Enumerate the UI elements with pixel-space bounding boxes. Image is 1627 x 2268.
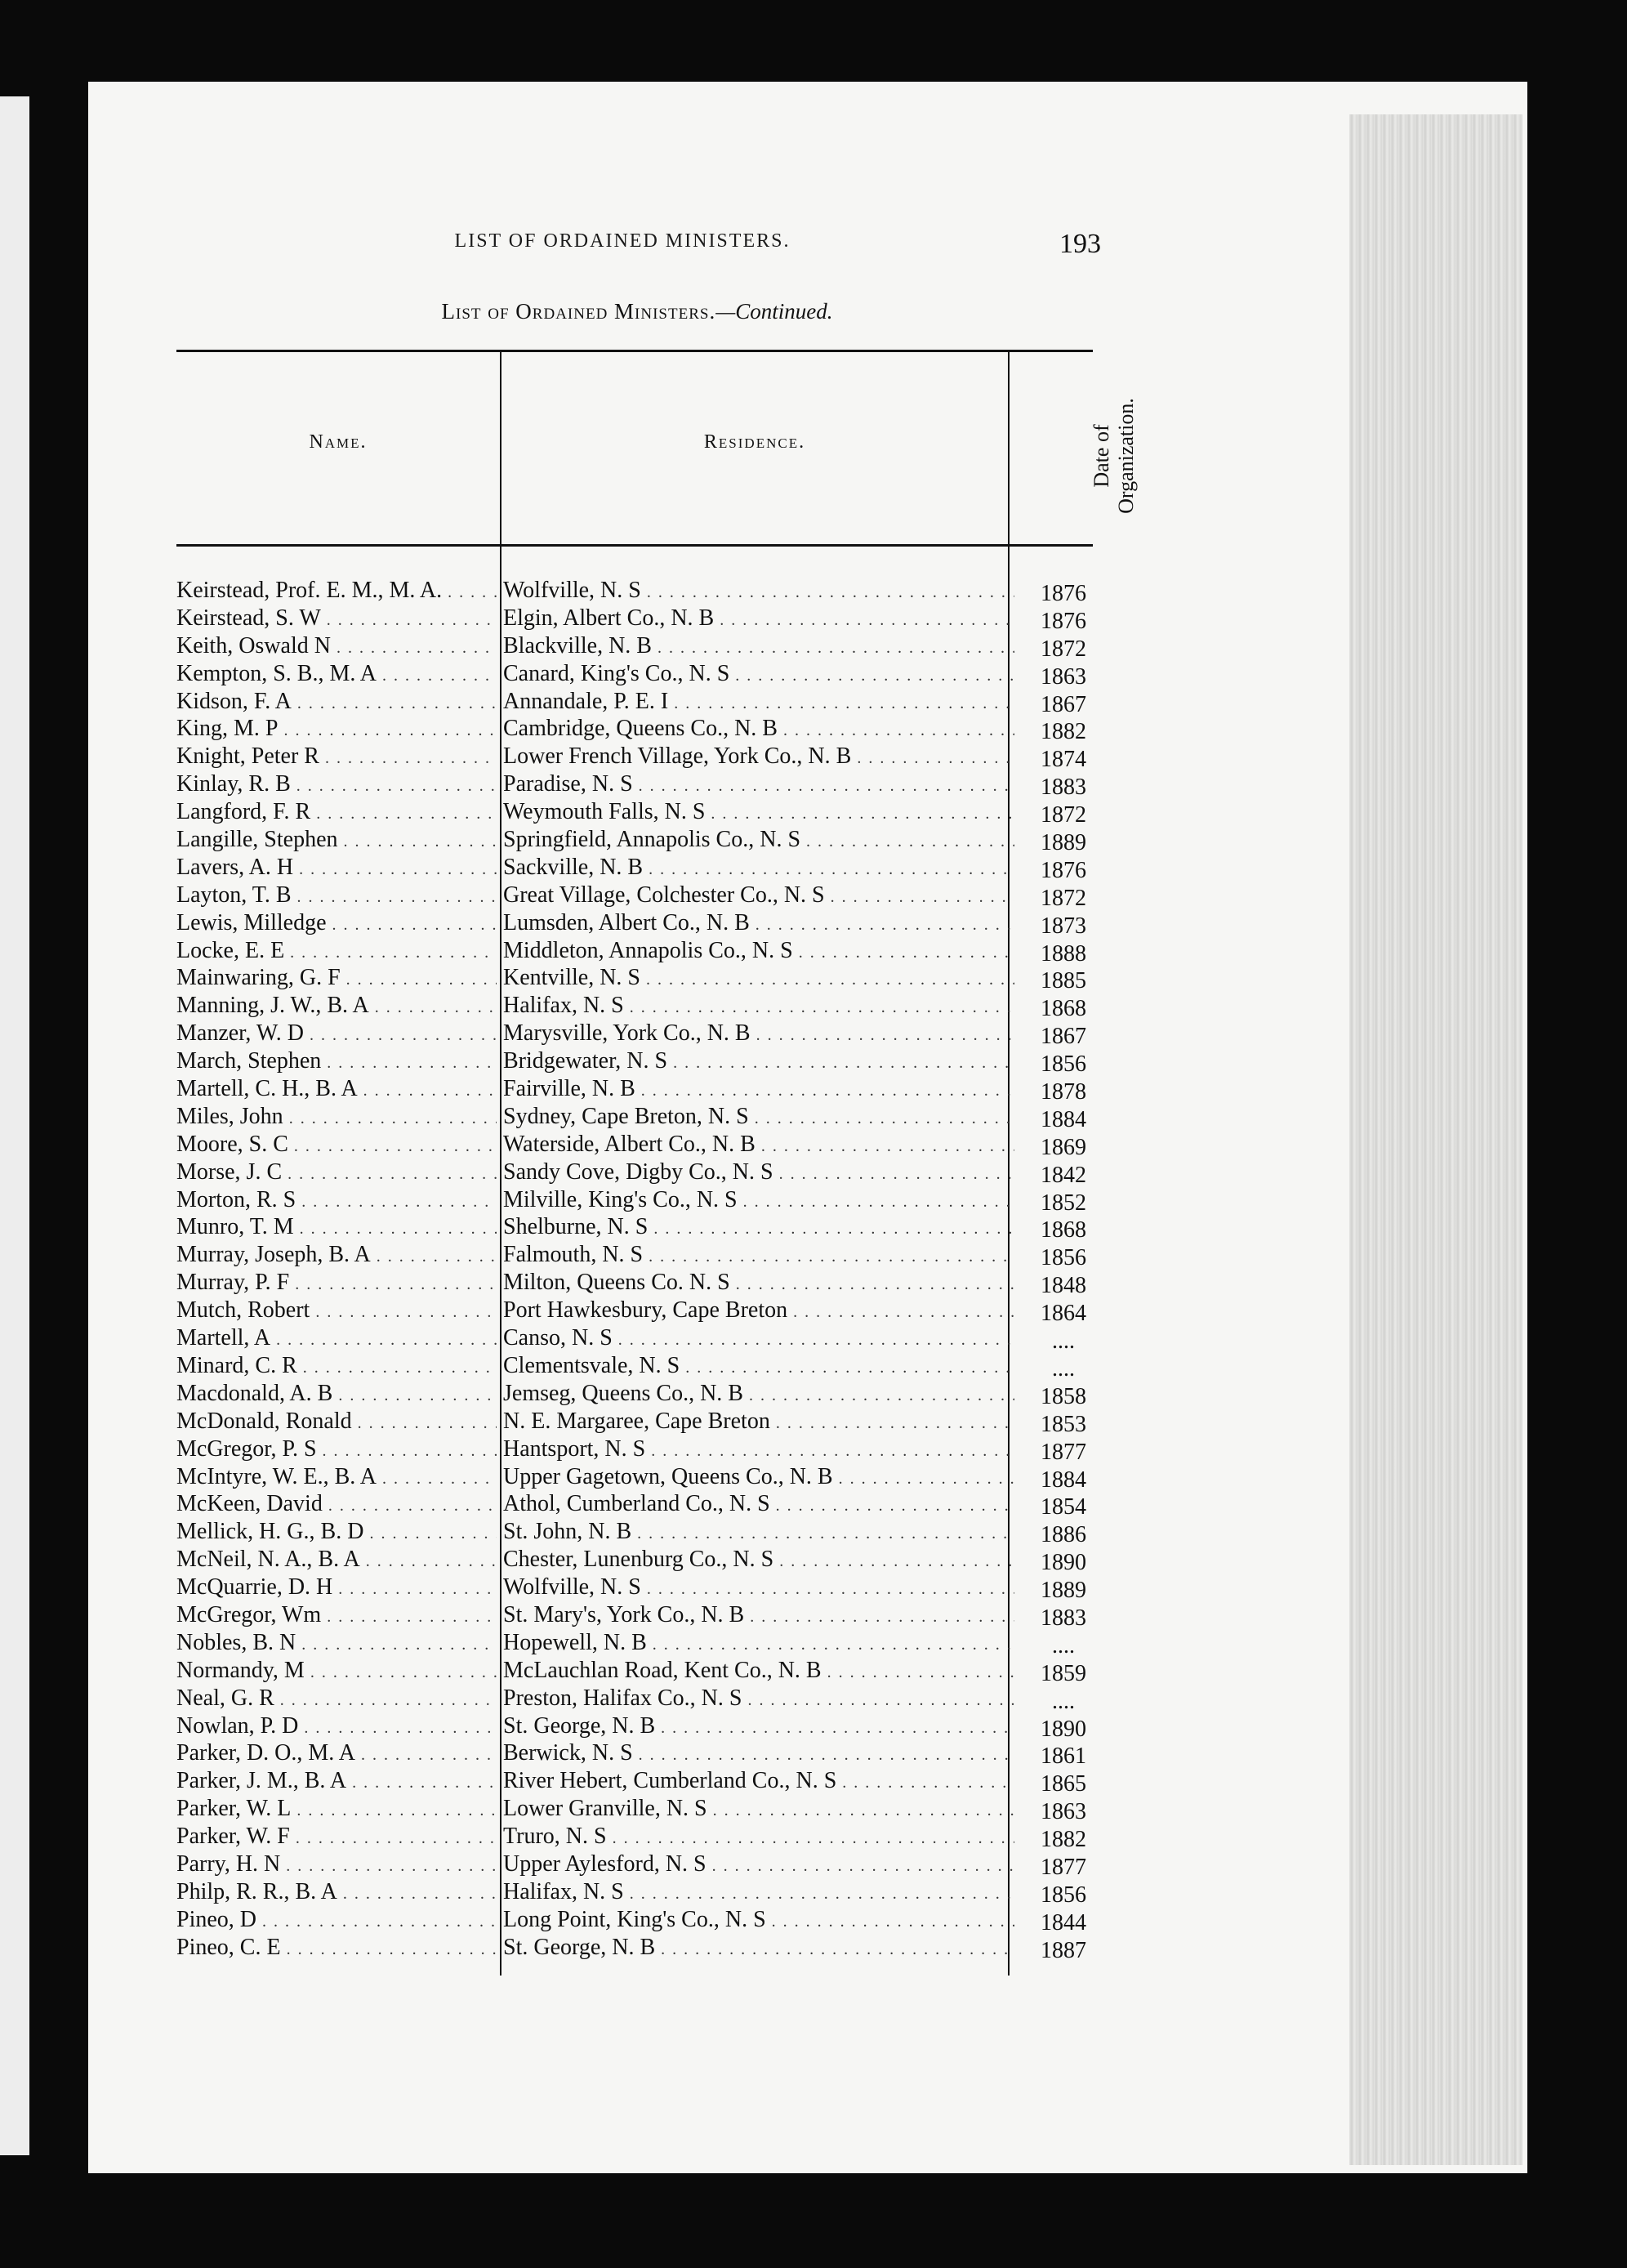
minister-name: Parker, J. M., B. A . . . bbox=[176, 1767, 497, 1797]
minister-residence: Truro, N. S . . . bbox=[503, 1823, 1014, 1853]
minister-name: Parry, H. N . . . bbox=[176, 1851, 497, 1881]
ministers-table bbox=[176, 350, 1138, 1976]
table-row bbox=[176, 854, 1093, 882]
minister-residence: N. E. Margaree, Cape Breton . . . bbox=[503, 1408, 1014, 1438]
date-of-organization: 1872 bbox=[1041, 636, 1086, 662]
date-of-organization: 1889 bbox=[1041, 1578, 1086, 1604]
date-of-organization: 1848 bbox=[1041, 1273, 1086, 1299]
table-body bbox=[176, 577, 1093, 1962]
date-of-organization: 1883 bbox=[1041, 775, 1086, 801]
date-of-organization: 1888 bbox=[1041, 940, 1086, 967]
table-row bbox=[176, 1629, 1093, 1657]
date-of-organization: 1864 bbox=[1041, 1301, 1086, 1327]
minister-name: McGregor, P. S . . . bbox=[176, 1435, 497, 1466]
minister-residence: Great Village, Colchester Co., N. S . . . bbox=[503, 882, 1014, 912]
minister-name: Kidson, F. A . . . bbox=[176, 688, 497, 718]
date-of-organization: .... bbox=[1052, 1688, 1075, 1714]
minister-residence: Preston, Halifax Co., N. S . . . bbox=[503, 1685, 1014, 1715]
minister-name: Keirstead, Prof. E. M., M. A. . . . bbox=[176, 577, 497, 607]
table-row bbox=[176, 1601, 1093, 1629]
table-row bbox=[176, 992, 1093, 1020]
minister-residence: Chester, Lunenburg Co., N. S . . . bbox=[503, 1546, 1014, 1576]
table-row bbox=[176, 1463, 1093, 1491]
date-of-organization: 1842 bbox=[1041, 1162, 1086, 1188]
date-of-organization: 1878 bbox=[1041, 1079, 1086, 1105]
minister-name: McNeil, N. A., B. A . . . bbox=[176, 1546, 497, 1576]
date-of-organization: 1867 bbox=[1041, 691, 1086, 717]
table-row bbox=[176, 1269, 1093, 1297]
minister-name: Murray, P. F . . . bbox=[176, 1269, 497, 1299]
table-row bbox=[176, 1851, 1093, 1878]
table-row bbox=[176, 1075, 1093, 1103]
minister-residence: Paradise, N. S . . . bbox=[503, 770, 1014, 801]
minister-residence: Wolfville, N. S . . . bbox=[503, 1574, 1014, 1604]
header-name: Name. bbox=[309, 431, 368, 453]
minister-residence: St. George, N. B . . . bbox=[503, 1934, 1014, 1964]
table-row bbox=[176, 1380, 1093, 1408]
date-of-organization: 1854 bbox=[1041, 1494, 1086, 1520]
date-of-organization: 1874 bbox=[1041, 747, 1086, 773]
minister-name: Manzer, W. D . . . bbox=[176, 1020, 497, 1050]
minister-name: Munro, T. M . . . bbox=[176, 1213, 497, 1243]
table-row bbox=[176, 798, 1093, 826]
date-of-organization: 1861 bbox=[1041, 1743, 1086, 1770]
header-date-line1: Date of bbox=[1090, 424, 1113, 488]
minister-name: King, M. P . . . bbox=[176, 715, 497, 745]
date-of-organization: 1886 bbox=[1041, 1522, 1086, 1548]
table-row bbox=[176, 1324, 1093, 1355]
table-row bbox=[176, 605, 1093, 632]
date-of-organization: 1889 bbox=[1041, 830, 1086, 856]
date-of-organization: 1873 bbox=[1041, 913, 1086, 939]
date-of-organization: 1856 bbox=[1041, 1245, 1086, 1271]
date-of-organization: .... bbox=[1052, 1328, 1075, 1355]
minister-name: Keith, Oswald N . . . bbox=[176, 632, 497, 663]
minister-name: Lewis, Milledge . . . bbox=[176, 909, 497, 940]
table-row bbox=[176, 1103, 1093, 1131]
date-of-organization: 1868 bbox=[1041, 996, 1086, 1022]
table-title-suffix: —Continued. bbox=[715, 299, 833, 324]
minister-residence: Bridgewater, N. S . . . bbox=[503, 1047, 1014, 1078]
minister-residence: Halifax, N. S . . . bbox=[503, 1878, 1014, 1909]
table-row bbox=[176, 1546, 1093, 1574]
date-of-organization: 1863 bbox=[1041, 1799, 1086, 1825]
minister-name: Layton, T. B . . . bbox=[176, 882, 497, 912]
header-residence: Residence. bbox=[703, 431, 806, 453]
table-row bbox=[176, 909, 1093, 937]
minister-name: Pineo, C. E . . . bbox=[176, 1934, 497, 1964]
minister-name: Martell, C. H., B. A . . . bbox=[176, 1075, 497, 1105]
minister-residence: Lumsden, Albert Co., N. B . . . bbox=[503, 909, 1014, 940]
date-of-organization: 1884 bbox=[1041, 1467, 1086, 1493]
table-top-rule bbox=[176, 350, 1093, 352]
minister-residence: Annandale, P. E. I . . . bbox=[503, 688, 1014, 718]
minister-name: Kempton, S. B., M. A . . . bbox=[176, 660, 497, 690]
minister-name: Pineo, D . . . bbox=[176, 1906, 497, 1936]
minister-residence: Weymouth Falls, N. S . . . bbox=[503, 798, 1014, 828]
minister-residence: Berwick, N. S . . . bbox=[503, 1739, 1014, 1770]
table-row bbox=[176, 1657, 1093, 1685]
table-title-main: List of Ordained Ministers. bbox=[441, 299, 716, 324]
date-of-organization: .... bbox=[1052, 1355, 1075, 1382]
minister-residence: St. Mary's, York Co., N. B . . . bbox=[503, 1601, 1014, 1632]
table-row bbox=[176, 1823, 1093, 1851]
minister-name: McGregor, Wm . . . bbox=[176, 1601, 497, 1632]
date-of-organization: 1852 bbox=[1041, 1190, 1086, 1216]
date-of-organization: 1859 bbox=[1041, 1660, 1086, 1686]
table-row bbox=[176, 1352, 1093, 1380]
table-row bbox=[176, 743, 1093, 773]
date-of-organization: 1844 bbox=[1041, 1909, 1086, 1935]
minister-name: Locke, E. E . . . bbox=[176, 937, 497, 967]
table-row bbox=[176, 688, 1093, 716]
minister-name: Mellick, H. G., B. D . . . bbox=[176, 1518, 497, 1548]
minister-residence: Lower French Village, York Co., N. B . . . bbox=[503, 743, 1014, 773]
minister-name: March, Stephen . . . bbox=[176, 1047, 497, 1078]
minister-residence: Canard, King's Co., N. S . . . bbox=[503, 660, 1014, 690]
minister-residence: Fairville, N. B . . . bbox=[503, 1075, 1014, 1105]
minister-name: Murray, Joseph, B. A . . . bbox=[176, 1241, 497, 1271]
minister-residence: Wolfville, N. S . . . bbox=[503, 577, 1014, 607]
minister-residence: Shelburne, N. S . . . bbox=[503, 1213, 1014, 1243]
table-row bbox=[176, 937, 1093, 965]
date-of-organization: 1872 bbox=[1041, 802, 1086, 828]
minister-name: Knight, Peter R . . . bbox=[176, 743, 497, 773]
table-row bbox=[176, 1213, 1093, 1241]
minister-name: Morse, J. C . . . bbox=[176, 1159, 497, 1189]
minister-name: Macdonald, A. B . . . bbox=[176, 1380, 497, 1410]
table-row bbox=[176, 964, 1093, 992]
minister-residence: Lower Granville, N. S . . . bbox=[503, 1795, 1014, 1825]
date-of-organization: 1869 bbox=[1041, 1134, 1086, 1160]
minister-name: McDonald, Ronald . . . bbox=[176, 1408, 497, 1438]
table-row bbox=[176, 1241, 1093, 1269]
table-row bbox=[176, 1739, 1093, 1770]
table-row bbox=[176, 632, 1093, 660]
table-row bbox=[176, 1159, 1093, 1186]
minister-residence: St. John, N. B . . . bbox=[503, 1518, 1014, 1548]
minister-residence: Middleton, Annapolis Co., N. S . . . bbox=[503, 937, 1014, 967]
minister-name: Moore, S. C . . . bbox=[176, 1131, 497, 1161]
table-row bbox=[176, 1297, 1093, 1327]
table-row bbox=[176, 1435, 1093, 1463]
table-row bbox=[176, 577, 1093, 605]
table-row bbox=[176, 1020, 1093, 1050]
table-row bbox=[176, 1186, 1093, 1214]
minister-residence: Sackville, N. B . . . bbox=[503, 854, 1014, 884]
table-row bbox=[176, 715, 1093, 743]
table-row bbox=[176, 1712, 1093, 1740]
table-row bbox=[176, 1518, 1093, 1546]
minister-residence: Waterside, Albert Co., N. B . . . bbox=[503, 1131, 1014, 1161]
minister-residence: Hopewell, N. B . . . bbox=[503, 1629, 1014, 1659]
table-row bbox=[176, 660, 1093, 688]
minister-name: Neal, G. R . . . bbox=[176, 1685, 497, 1715]
date-of-organization: 1885 bbox=[1041, 968, 1086, 994]
minister-name: Mainwaring, G. F . . . bbox=[176, 964, 497, 994]
date-of-organization: 1872 bbox=[1041, 885, 1086, 911]
minister-residence: Kentville, N. S . . . bbox=[503, 964, 1014, 994]
minister-residence: Hantsport, N. S . . . bbox=[503, 1435, 1014, 1466]
header-date-line2: Organization. bbox=[1114, 398, 1138, 514]
minister-residence: Jemseg, Queens Co., N. B . . . bbox=[503, 1380, 1014, 1410]
date-of-organization: 1883 bbox=[1041, 1605, 1086, 1631]
date-of-organization: 1876 bbox=[1041, 581, 1086, 606]
minister-name: McKeen, David . . . bbox=[176, 1490, 497, 1520]
minister-residence: Canso, N. S . . . bbox=[503, 1324, 1014, 1355]
minister-residence: Sandy Cove, Digby Co., N. S . . . bbox=[503, 1159, 1014, 1189]
table-header-rule bbox=[176, 544, 1093, 547]
minister-name: Martell, A . . . bbox=[176, 1324, 497, 1355]
minister-name: McIntyre, W. E., B. A . . . bbox=[176, 1463, 497, 1493]
table-row bbox=[176, 882, 1093, 909]
table-row bbox=[176, 1685, 1093, 1712]
table-row bbox=[176, 826, 1093, 854]
date-of-organization: 1865 bbox=[1041, 1771, 1086, 1797]
table-row bbox=[176, 1906, 1093, 1934]
minister-residence: Long Point, King's Co., N. S . . . bbox=[503, 1906, 1014, 1936]
date-of-organization: 1877 bbox=[1041, 1439, 1086, 1465]
minister-residence: Marysville, York Co., N. B . . . bbox=[503, 1020, 1014, 1050]
header-date-of-organization bbox=[1090, 382, 1139, 529]
minister-name: Langille, Stephen . . . bbox=[176, 826, 497, 856]
table-title bbox=[278, 299, 996, 324]
minister-name: Minard, C. R . . . bbox=[176, 1352, 497, 1382]
date-of-organization: 1882 bbox=[1041, 1827, 1086, 1853]
minister-residence: Upper Aylesford, N. S . . . bbox=[503, 1851, 1014, 1881]
table-row bbox=[176, 1795, 1093, 1823]
minister-name: Lavers, A. H . . . bbox=[176, 854, 497, 884]
date-of-organization: 1858 bbox=[1041, 1383, 1086, 1409]
minister-residence: Clementsvale, N. S . . . bbox=[503, 1352, 1014, 1382]
date-of-organization: 1853 bbox=[1041, 1411, 1086, 1437]
table-row bbox=[176, 770, 1093, 801]
date-of-organization: 1882 bbox=[1041, 719, 1086, 745]
minister-name: Parker, W. F . . . bbox=[176, 1823, 497, 1853]
minister-name: Morton, R. S . . . bbox=[176, 1186, 497, 1217]
date-of-organization: 1876 bbox=[1041, 857, 1086, 883]
table-row bbox=[176, 1878, 1093, 1906]
minister-residence: Halifax, N. S . . . bbox=[503, 992, 1014, 1022]
minister-name: Mutch, Robert . . . bbox=[176, 1297, 497, 1327]
minister-name: Philp, R. R., B. A . . . bbox=[176, 1878, 497, 1909]
page-number: 193 bbox=[1059, 229, 1101, 259]
minister-residence: Elgin, Albert Co., N. B . . . bbox=[503, 605, 1014, 635]
date-of-organization: 1863 bbox=[1041, 663, 1086, 690]
adjacent-page-edge bbox=[0, 96, 29, 2155]
table-row bbox=[176, 1490, 1093, 1518]
date-of-organization: 1887 bbox=[1041, 1937, 1086, 1963]
minister-name: Nowlan, P. D . . . bbox=[176, 1712, 497, 1743]
running-head: LIST OF ORDAINED MINISTERS. bbox=[454, 230, 791, 252]
table-row bbox=[176, 1131, 1093, 1159]
minister-name: Normandy, M . . . bbox=[176, 1657, 497, 1687]
page-fore-edge bbox=[1349, 114, 1522, 2165]
minister-name: Kinlay, R. B . . . bbox=[176, 770, 497, 801]
minister-residence: Sydney, Cape Breton, N. S . . . bbox=[503, 1103, 1014, 1133]
date-of-organization: 1876 bbox=[1041, 608, 1086, 634]
minister-residence: River Hebert, Cumberland Co., N. S . . . bbox=[503, 1767, 1014, 1797]
minister-name: Keirstead, S. W . . . bbox=[176, 605, 497, 635]
minister-residence: Port Hawkesbury, Cape Breton . . . bbox=[503, 1297, 1014, 1327]
minister-name: Langford, F. R . . . bbox=[176, 798, 497, 828]
table-row bbox=[176, 1408, 1093, 1435]
minister-name: Nobles, B. N . . . bbox=[176, 1629, 497, 1659]
minister-residence: Springfield, Annapolis Co., N. S . . . bbox=[503, 826, 1014, 856]
date-of-organization: 1884 bbox=[1041, 1106, 1086, 1132]
minister-residence: McLauchlan Road, Kent Co., N. B . . . bbox=[503, 1657, 1014, 1687]
minister-residence: Milton, Queens Co. N. S . . . bbox=[503, 1269, 1014, 1299]
minister-name: Miles, John . . . bbox=[176, 1103, 497, 1133]
minister-residence: Blackville, N. B . . . bbox=[503, 632, 1014, 663]
table-row bbox=[176, 1767, 1093, 1795]
table-row bbox=[176, 1934, 1093, 1962]
table-row bbox=[176, 1574, 1093, 1604]
date-of-organization: 1856 bbox=[1041, 1051, 1086, 1078]
minister-residence: St. George, N. B . . . bbox=[503, 1712, 1014, 1743]
date-of-organization: 1890 bbox=[1041, 1550, 1086, 1576]
date-of-organization: 1868 bbox=[1041, 1217, 1086, 1243]
minister-name: McQuarrie, D. H . . . bbox=[176, 1574, 497, 1604]
date-of-organization: 1867 bbox=[1041, 1024, 1086, 1050]
minister-residence: Cambridge, Queens Co., N. B . . . bbox=[503, 715, 1014, 745]
minister-residence: Upper Gagetown, Queens Co., N. B . . . bbox=[503, 1463, 1014, 1493]
minister-name: Parker, D. O., M. A . . . bbox=[176, 1739, 497, 1770]
date-of-organization: 1877 bbox=[1041, 1854, 1086, 1880]
minister-name: Parker, W. L . . . bbox=[176, 1795, 497, 1825]
minister-residence: Falmouth, N. S . . . bbox=[503, 1241, 1014, 1271]
date-of-organization: 1856 bbox=[1041, 1882, 1086, 1908]
table-row bbox=[176, 1047, 1093, 1078]
minister-residence: Athol, Cumberland Co., N. S . . . bbox=[503, 1490, 1014, 1520]
minister-name: Manning, J. W., B. A . . . bbox=[176, 992, 497, 1022]
minister-residence: Milville, King's Co., N. S . . . bbox=[503, 1186, 1014, 1217]
date-of-organization: .... bbox=[1052, 1632, 1075, 1659]
date-of-organization: 1890 bbox=[1041, 1716, 1086, 1742]
